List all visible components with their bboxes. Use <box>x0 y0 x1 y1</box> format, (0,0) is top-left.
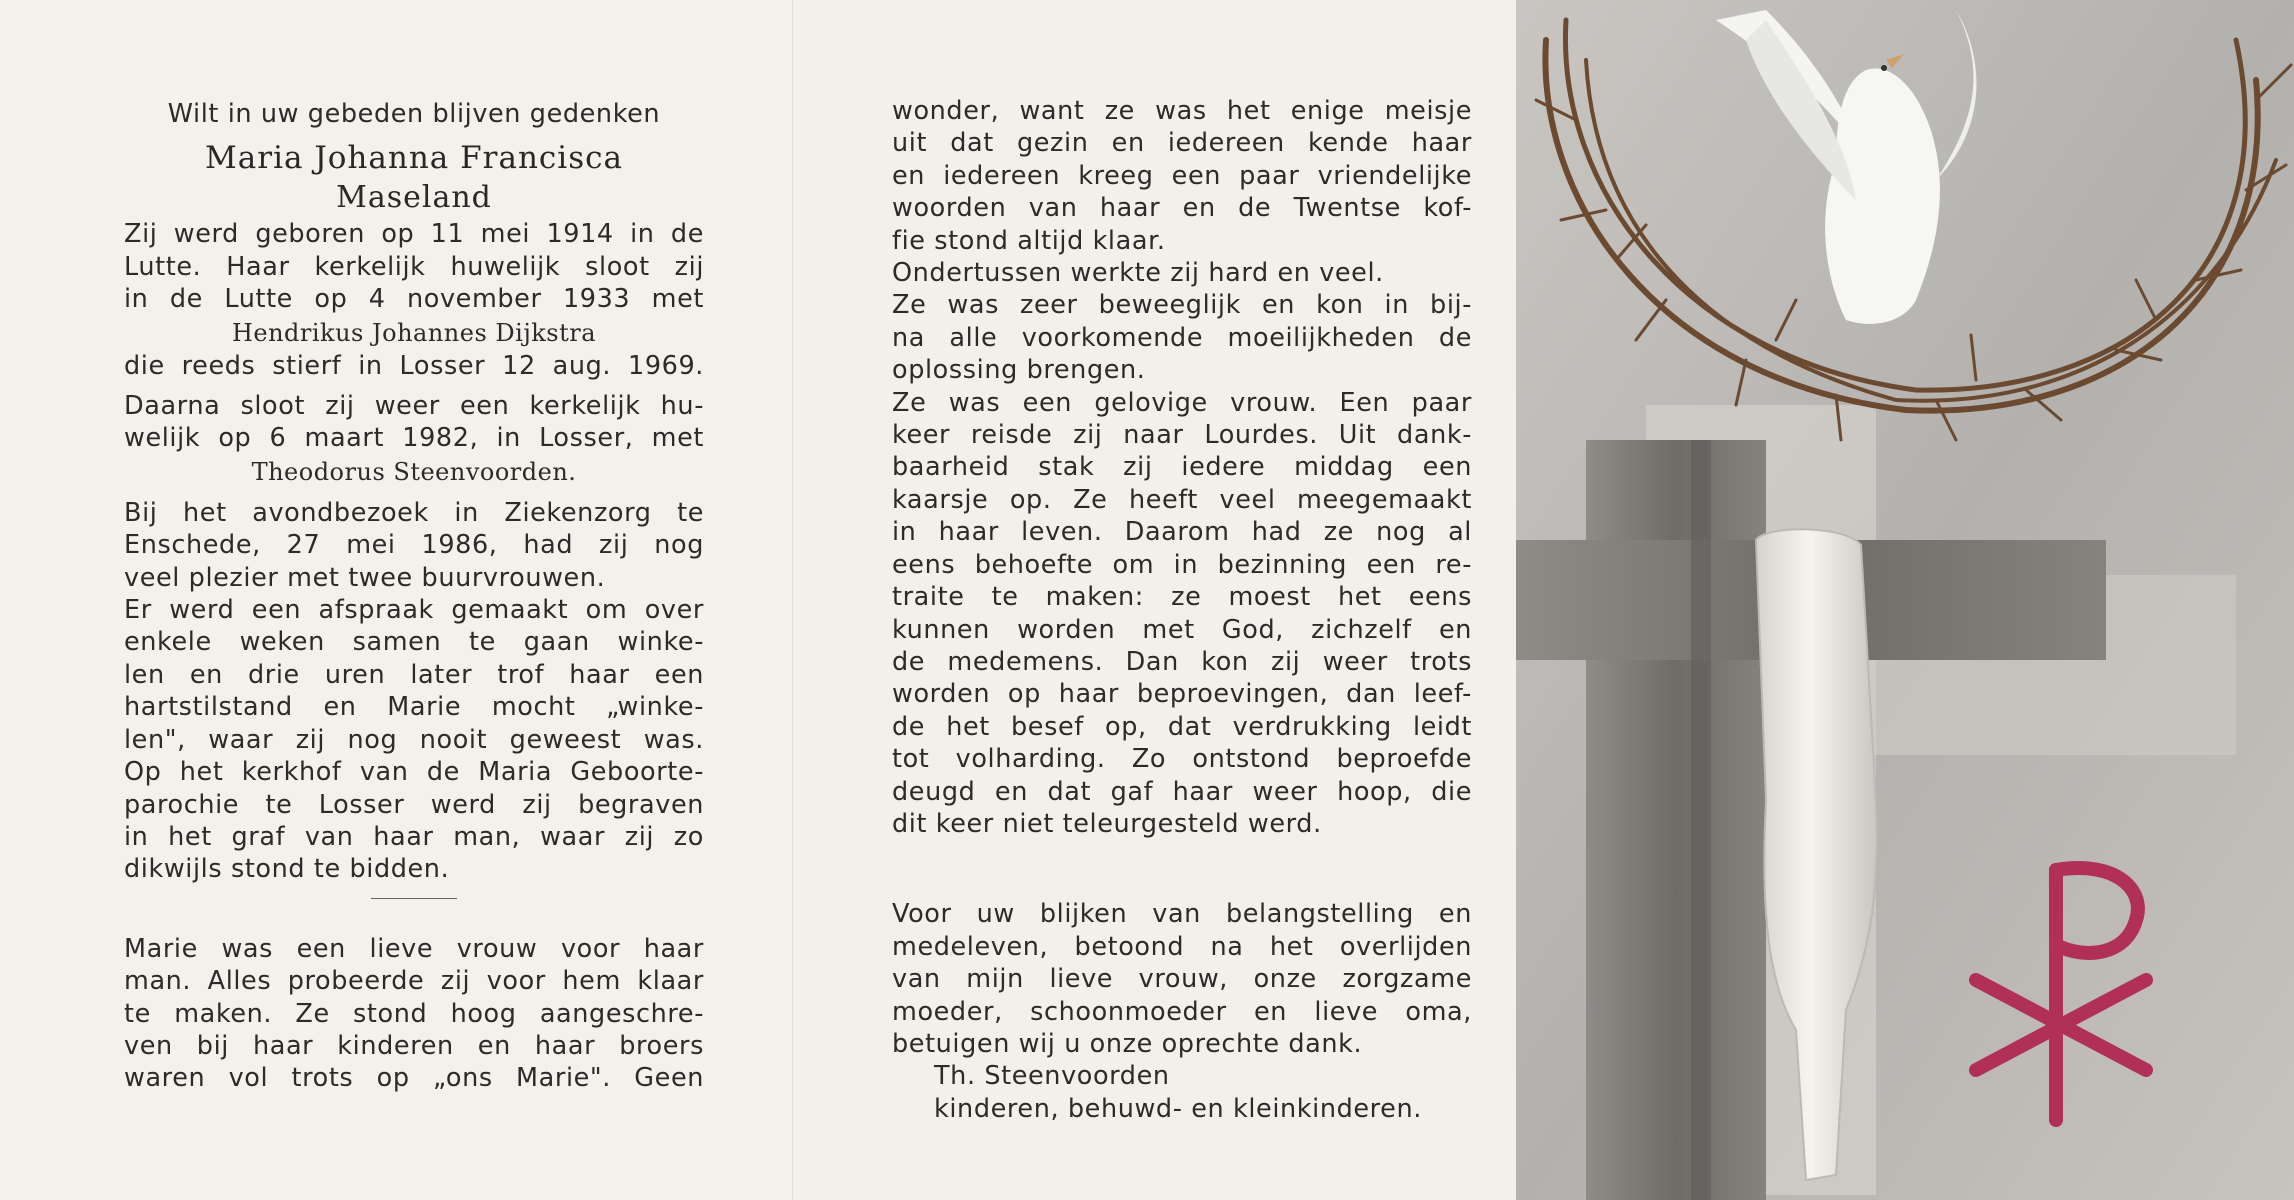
continuation-line: kaarsje op. Ze heeft veel meegemaakt <box>892 484 1472 515</box>
thanks-line: Voor uw blijken van belangstelling en <box>892 899 1472 930</box>
thanks-line: medeleven, betoond na het overlijden <box>892 931 1472 962</box>
continuation-line: woorden van haar en de Twentse kof- <box>892 193 1472 224</box>
death-line: in het graf van haar man, waar zij zo <box>124 821 704 852</box>
continuation-line: in haar leven. Daarom had ze nog al <box>892 517 1472 548</box>
continuation-line: na alle voorkomende moeilijkheden de <box>892 322 1472 353</box>
first-husband-name: Hendrikus Johannes Dijkstra <box>231 318 597 347</box>
birth-line: Zij werd geboren op 11 mei 1914 in de <box>124 219 704 250</box>
death-line: len en drie uren later trof haar een <box>124 659 704 690</box>
continuation-line: keer reisde zij naar Lourdes. Uit dank- <box>892 420 1472 451</box>
signature-name: Th. Steenvoorden <box>934 1061 1170 1092</box>
continuation-line: traite te maken: ze moest het eens <box>892 582 1472 613</box>
continuation-line: Ze was zeer beweeglijk en kon in bij- <box>892 290 1472 321</box>
signature-family: kinderen, behuwd- en kleinkinderen. <box>934 1093 1422 1124</box>
continuation-line: uit dat gezin en iedereen kende haar <box>892 128 1472 159</box>
thanks-line: van mijn lieve vrouw, onze zorgzame <box>892 964 1472 995</box>
death-line: veel plezier met twee buurvrouwen. <box>124 562 606 593</box>
religious-illustration <box>1516 0 2294 1200</box>
second-marriage-line: welijk op 6 maart 1982, in Losser, met <box>124 423 704 454</box>
death-line: Enschede, 27 mei 1986, had zij nog <box>124 530 704 561</box>
continuation-line: tot volharding. Zo ontstond beproefde <box>892 744 1472 775</box>
character-line: Marie was een lieve vrouw voor haar <box>124 933 704 964</box>
deceased-name-line2: Maseland <box>336 180 492 216</box>
death-line: Op het kerkhof van de Maria Geboorte- <box>124 757 704 788</box>
middle-text-column <box>892 95 1472 1125</box>
death-line: parochie te Losser werd zij begraven <box>124 789 704 820</box>
continuation-line: dit keer niet teleurgesteld werd. <box>892 808 1322 839</box>
death-line: dikwijls stond te bidden. <box>124 854 450 885</box>
birth-line: Lutte. Haar kerkelijk huwelijk sloot zij <box>124 251 704 282</box>
continuation-line: Ze was een gelovige vrouw. Een paar <box>892 387 1472 418</box>
continuation-line: de het besef op, dat verdrukking leidt <box>892 711 1472 742</box>
character-line: te maken. Ze stond hoog aangeschre- <box>124 998 704 1029</box>
continuation-line: deugd en dat gaf haar weer hoop, die <box>892 776 1472 807</box>
continuation-line: oplossing brengen. <box>892 355 1146 386</box>
death-line: len", waar zij nog nooit geweest was. <box>124 724 704 755</box>
thanks-line: moeder, schoonmoeder en lieve oma, <box>892 996 1472 1027</box>
death-line: enkele weken samen te gaan winke- <box>124 627 704 658</box>
continuation-line: Ondertussen werkte zij hard en veel. <box>892 258 1384 289</box>
character-line: ven bij haar kinderen en haar broers <box>124 1030 704 1061</box>
thanks-line: betuigen wij u onze oprechte dank. <box>892 1028 1363 1059</box>
continuation-line: de medemens. Dan kon zij weer trots <box>892 646 1472 677</box>
character-line: waren vol trots op „ons Marie". Geen <box>124 1063 704 1094</box>
second-marriage-line: Daarna sloot zij weer een kerkelijk hu- <box>124 391 704 422</box>
second-husband-name: Theodorus Steenvoorden. <box>251 457 577 486</box>
death-line: hartstilstand en Marie mocht „winke- <box>124 692 704 723</box>
continuation-line: fie stond altijd klaar. <box>892 225 1166 256</box>
birth-line: in de Lutte op 4 november 1933 met <box>124 284 704 315</box>
death-line: Er werd een afspraak gemaakt om over <box>124 595 704 626</box>
left-text-column <box>124 98 704 1095</box>
character-line: man. Alles probeerde zij voor hem klaar <box>124 966 704 997</box>
continuation-line: wonder, want ze was het enige meisje <box>892 96 1472 126</box>
continuation-line: eens behoefte om in bezinning een re- <box>892 549 1472 580</box>
continuation-line: en iedereen kreeg een paar vriendelijke <box>892 160 1472 191</box>
continuation-line: worden op haar beproevingen, dan leef- <box>892 679 1472 710</box>
first-husband-death-line: die reeds stierf in Losser 12 aug. 1969. <box>124 350 704 381</box>
section-divider <box>371 898 457 899</box>
intro-line: Wilt in uw gebeden blijven gedenken <box>167 99 661 129</box>
continuation-line: baarheid stak zij iedere middag een <box>892 452 1472 483</box>
continuation-line: kunnen worden met God, zichzelf en <box>892 614 1472 645</box>
death-line: Bij het avondbezoek in Ziekenzorg te <box>124 497 704 528</box>
deceased-name-line1: Maria Johanna Francisca <box>205 140 623 177</box>
card-illustration-panel <box>1516 0 2294 1200</box>
